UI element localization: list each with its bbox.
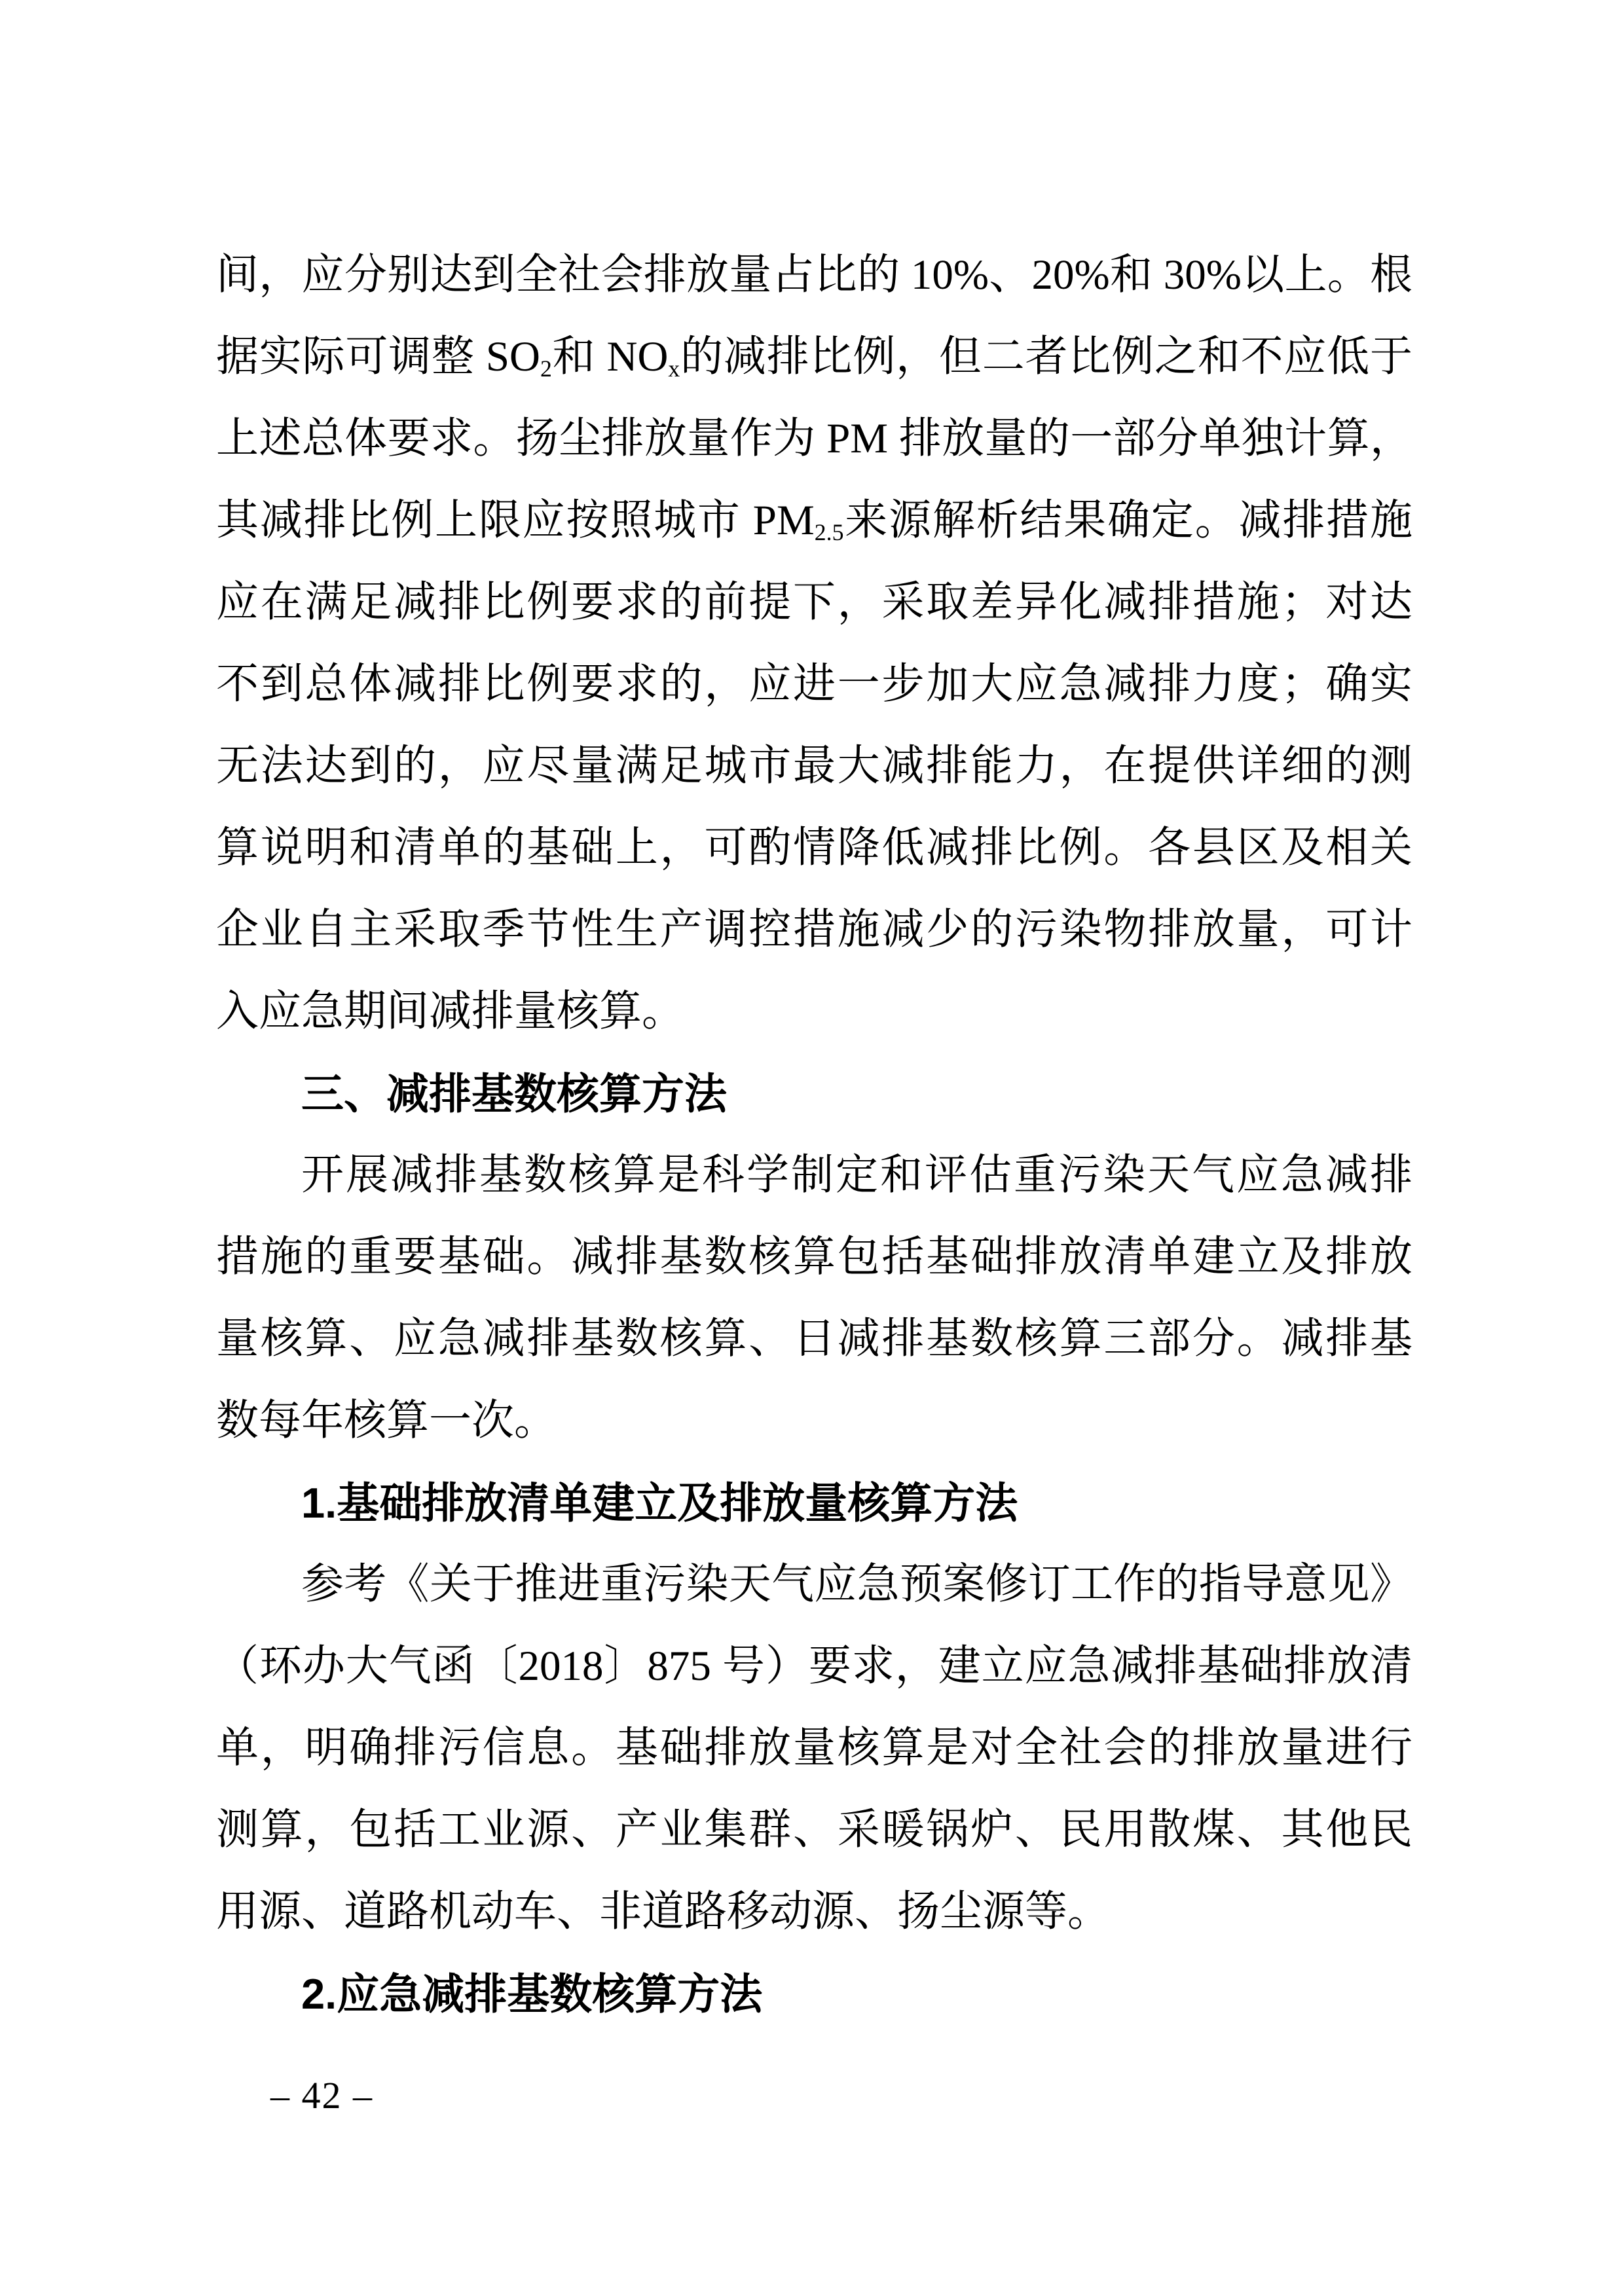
text-line: 无法达到的，应尽量满足城市最大减排能力，在提供详细的测 — [216, 742, 1412, 790]
text-line: 企业自主采取季节性生产调控措施减少的污染物排放量，可计 — [216, 906, 1412, 953]
text-line: 间，应分别达到全社会排放量占比的 10%、20%和 30%以上。根 — [216, 251, 1412, 299]
text-line: 应在满足减排比例要求的前提下，采取差异化减排措施；对达 — [216, 579, 1412, 626]
text-line: 参考《关于推进重污染天气应急预案修订工作的指导意见》 — [301, 1561, 1412, 1608]
text-line: 算说明和清单的基础上，可酌情降低减排比例。各县区及相关 — [216, 824, 1412, 871]
text-line: 量核算、应急减排基数核算、日减排基数核算三部分。减排基 — [216, 1315, 1412, 1362]
text-line: 用源、道路机动车、非道路移动源、扬尘源等。 — [216, 1888, 1111, 1935]
document-content — [216, 234, 1412, 2035]
heading-line: 2.应急减排基数核算方法 — [301, 1970, 763, 2018]
text-line: 测算，包括工业源、产业集群、采暖锅炉、民用散煤、其他民 — [216, 1806, 1412, 1853]
text-line: 数每年核算一次。 — [216, 1397, 557, 1444]
text-line: 措施的重要基础。减排基数核算包括基础排放清单建立及排放 — [216, 1233, 1412, 1281]
text-line: （环办大气函〔2018〕875 号）要求，建立应急减排基础排放清 — [216, 1643, 1412, 1690]
text-line: 开展减排基数核算是科学制定和评估重污染天气应急减排 — [301, 1152, 1412, 1199]
heading-line: 1.基础排放清单建立及排放量核算方法 — [301, 1479, 1018, 1527]
text-line: 其减排比例上限应按照城市 $PM_{2.5}$来源解析结果确定。减排措施 — [216, 497, 1412, 545]
text-line: 不到总体减排比例要求的，应进一步加大应急减排力度；确实 — [216, 661, 1412, 708]
page-footer — [270, 2074, 373, 2117]
heading-line: 三、减排基数核算方法 — [301, 1070, 728, 1118]
text-line: 据实际可调整 $SO_2$和 $NO_x$的减排比例，但二者比例之和不应低于 — [216, 333, 1412, 382]
page-number: – 42 – — [270, 2074, 373, 2117]
text-line: 上述总体要求。扬尘排放量作为 PM 排放量的一部分单独计算， — [216, 415, 1412, 462]
text-line: 入应急期间减排量核算。 — [216, 988, 685, 1035]
text-line: 单，明确排污信息。基础排放量核算是对全社会的排放量进行 — [216, 1724, 1412, 1772]
